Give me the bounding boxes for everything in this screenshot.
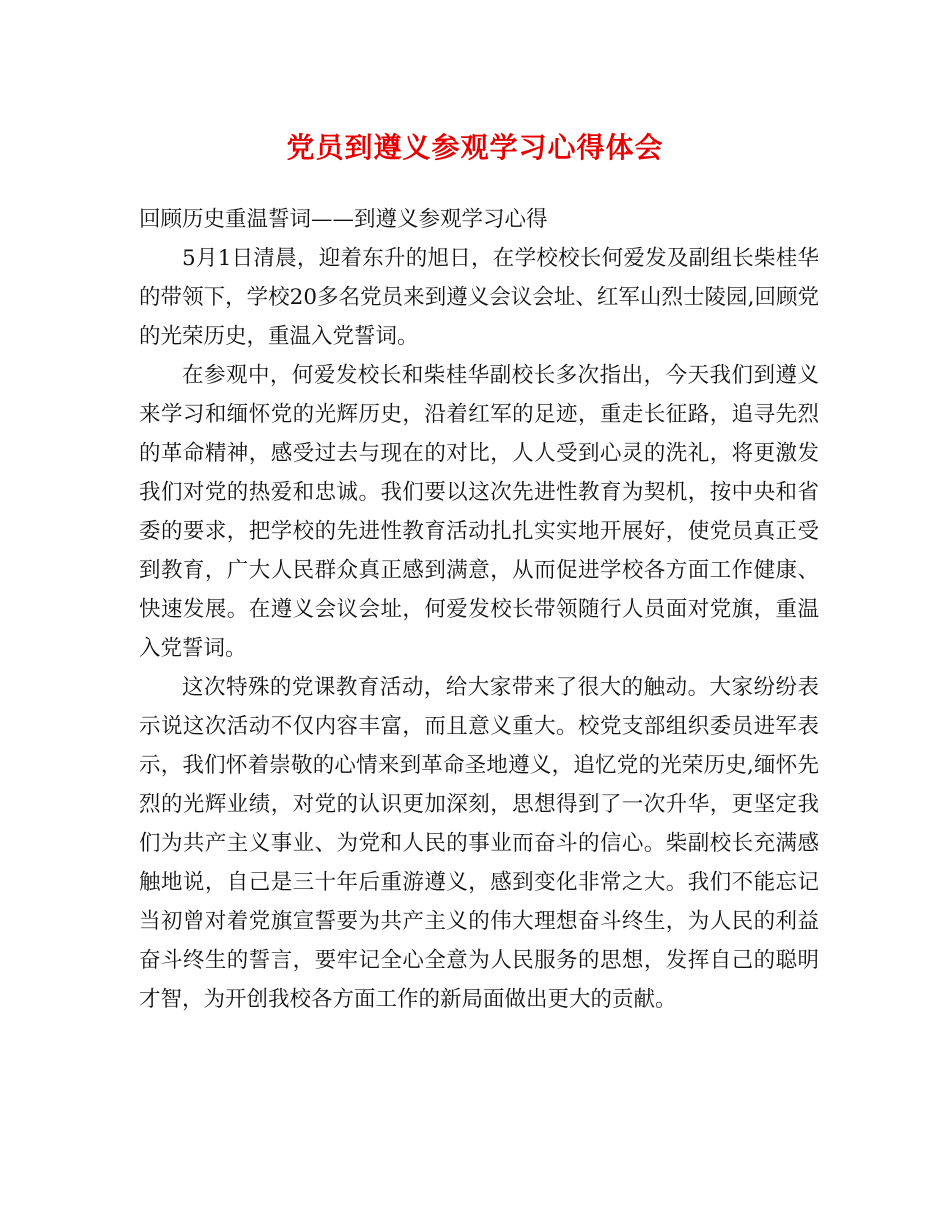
page-title: 党员到遵义参观学习心得体会 xyxy=(286,131,664,164)
paragraph-3: 这次特殊的党课教育活动，给大家带来了很大的触动。大家纷纷表示说这次活动不仅内容丰富，而且意义重大。校党支部组织委员进军表示，我们怀着崇敬的心情来到革命圣地遵义，追忆党的光荣历史,缅怀先烈的光辉业绩，对党的认识更加深刻，思想得到了一次升华，更坚定我们为共产主义事业、为党和人民的事业而奋斗的信心。柴副校长充满感触地说，自己是三十年后重游遵义，感到变化非常之大。我们不能忘记当初曾对着党旗宣誓要为共产主义的伟大理想奋斗终生，为人民的利益奋斗终生的誓言，要牢记全心全意为人民服务的思想，发挥自己的聪明才智，为开创我校各方面工作的新局面做出更大的贡献。 xyxy=(139,675,819,1012)
document-subtitle: 回顾历史重温誓词——到遵义参观学习心得 xyxy=(139,207,548,232)
paragraph-1: 5月1日清晨，迎着东升的旭日，在学校校长何爱发及副组长柴桂华的带领下，学校20多名党员来到遵义会议会址、红军山烈士陵园,回顾党的光荣历史，重温入党誓词。 xyxy=(139,246,819,349)
paragraph-2: 在参观中，何爱发校长和柴桂华副校长多次指出，今天我们到遵义来学习和缅怀党的光辉历史，沿着红军的足迹，重走长征路，追寻先烈的革命精神，感受过去与现在的对比，人人受到心灵的洗礼，将更激发我们对党的热爱和忠诚。我们要以这次先进性教育为契机，按中央和省委的要求，把学校的先进性教育活动扎扎实实地开展好，使党员真正受到教育，广大人民群众真正感到满意，从而促进学校各方面工作健康、快速发展。在遵义会议会址，何爱发校长带领随行人员面对党旗，重温入党誓词。 xyxy=(139,363,819,661)
document-body xyxy=(139,200,819,1019)
